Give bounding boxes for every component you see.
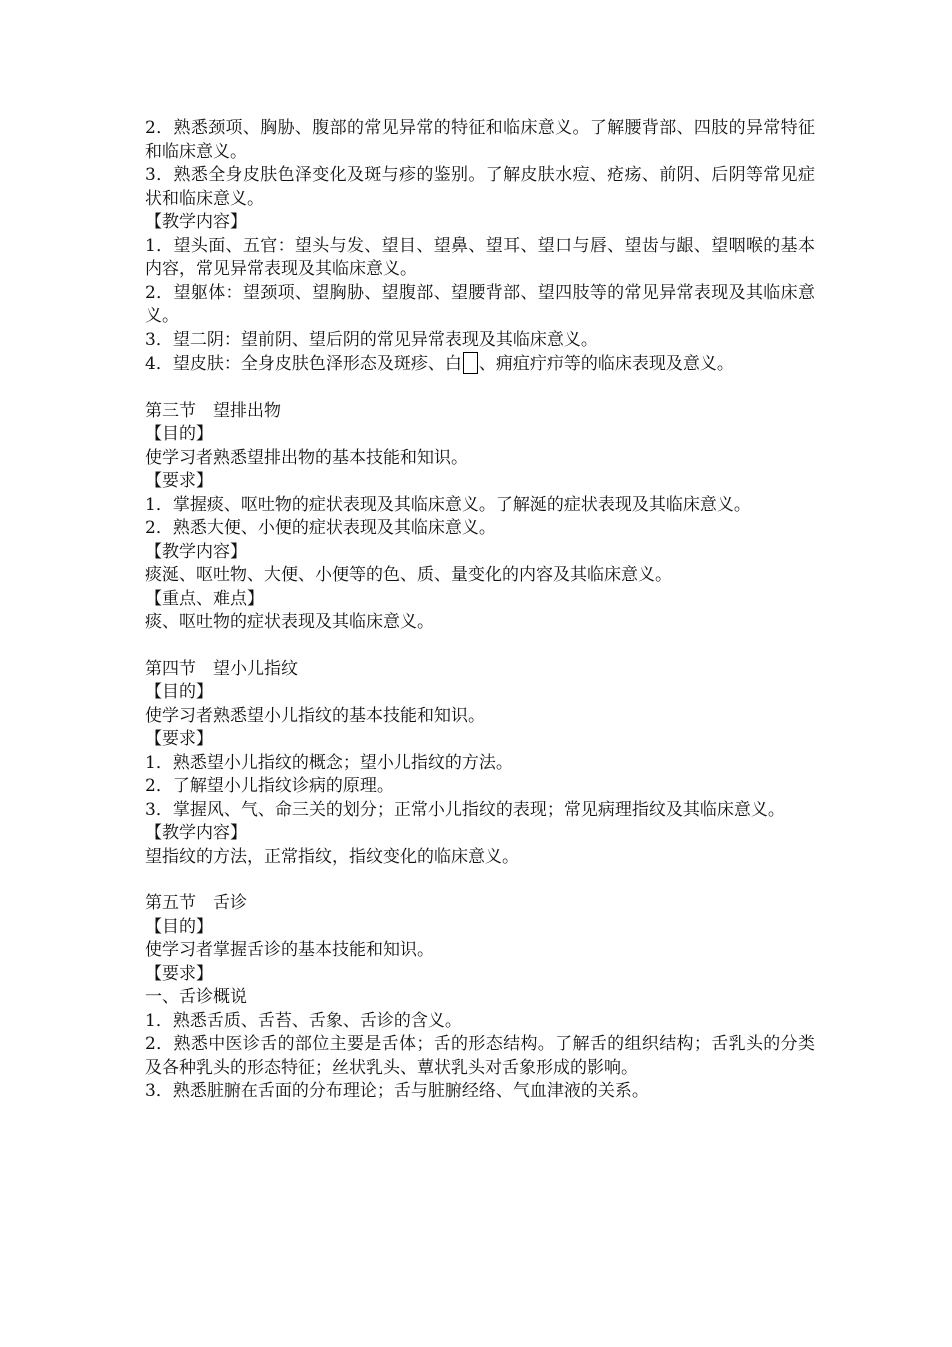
s5-requirement-3: 3．熟悉脏腑在舌面的分布理论；舌与脏腑经络、气血津液的关系。: [145, 1081, 649, 1101]
s2-content-2: 2．望躯体：望颈项、望胸胁、望腹部、望腰背部、望四肢等的常见异常表现及其临床意义。: [145, 282, 815, 326]
s3-purpose: 使学习者熟悉望排出物的基本技能和知识。: [145, 447, 468, 468]
s3-purpose-heading: 【目的】: [145, 424, 213, 444]
s4-title: 第四节 望小儿指纹: [145, 658, 298, 679]
s3-content: 痰涎、呕吐物、大便、小便等的色、质、量变化的内容及其临床意义。: [145, 565, 672, 585]
s4-purpose: 使学习者熟悉望小儿指纹的基本技能和知识。: [145, 705, 485, 726]
s3-key: 痰、呕吐物的症状表现及其临床意义。: [145, 612, 434, 632]
s3-key-heading: 【重点、难点】: [145, 588, 264, 609]
s5-subheading: 一、舌诊概说: [145, 987, 247, 1007]
s4-content: 望指纹的方法，正常指纹，指纹变化的临床意义。: [145, 846, 519, 867]
s5-requirements-heading: 【要求】: [145, 963, 213, 984]
s3-requirement-2: 2．熟悉大便、小便的症状表现及其临床意义。: [145, 518, 496, 538]
s2-content-4-after: 、痈疽疔疖等的临床表现及意义。: [478, 354, 734, 374]
s2-content-heading: 【教学内容】: [145, 212, 247, 232]
s5-purpose-heading: 【目的】: [145, 916, 213, 937]
s4-content-heading: 【教学内容】: [145, 823, 247, 843]
s3-content-heading: 【教学内容】: [145, 541, 247, 562]
s5-title: 第五节 舌诊: [145, 893, 247, 913]
s4-requirement-2: 2．了解望小儿指纹诊病的原理。: [145, 776, 394, 796]
s5-requirement-1: 1．熟悉舌质、舌苔、舌象、舌诊的含义。: [145, 1010, 462, 1031]
document-page: [145, 117, 815, 1104]
s5-purpose: 使学习者掌握舌诊的基本技能和知识。: [145, 940, 434, 960]
s4-requirements-heading: 【要求】: [145, 729, 213, 749]
s3-requirement-1: 1．掌握痰、呕吐物的症状表现及其临床意义。了解涎的症状表现及其临床意义。: [145, 494, 751, 515]
s4-requirement-3: 3．掌握风、气、命三关的划分；正常小儿指纹的表现；常见病理指纹及其临床意义。: [145, 799, 785, 820]
section-gap: [145, 377, 815, 400]
s2-requirement-2: 2．熟悉颈项、胸胁、腹部的常见异常的特征和临床意义。了解腰背部、四肢的异常特征和临床意义。: [145, 118, 815, 162]
section-gap: [145, 635, 815, 658]
s2-content-1: 1．望头面、五官：望头与发、望目、望鼻、望耳、望口与唇、望齿与龈、望咽喉的基本内容，常见异常表现及其临床意义。: [145, 235, 815, 279]
section-gap: [145, 869, 815, 892]
s3-title: 第三节 望排出物: [145, 400, 281, 421]
s2-content-3: 3．望二阴：望前阴、望后阴的常见异常表现及其临床意义。: [145, 329, 598, 350]
s4-requirement-1: 1．熟悉望小儿指纹的概念；望小儿指纹的方法。: [145, 752, 513, 773]
s5-requirement-2: 2．熟悉中医诊舌的部位主要是舌体；舌的形态结构。了解舌的组织结构；舌乳头的分类及各种乳头的形态特征；丝状乳头、蕈状乳头对舌象形成的影响。: [145, 1034, 815, 1078]
s4-purpose-heading: 【目的】: [145, 682, 213, 702]
missing-glyph-box: [463, 352, 478, 374]
s2-content-4: [145, 352, 815, 377]
s3-requirements-heading: 【要求】: [145, 471, 213, 491]
s2-content-4-before: 4．望皮肤：全身皮肤色泽形态及斑疹、白: [145, 354, 462, 374]
s2-requirement-3: 3．熟悉全身皮肤色泽变化及斑与疹的鉴别。了解皮肤水痘、疮疡、前阴、后阴等常见症状和临床意义。: [145, 165, 815, 209]
